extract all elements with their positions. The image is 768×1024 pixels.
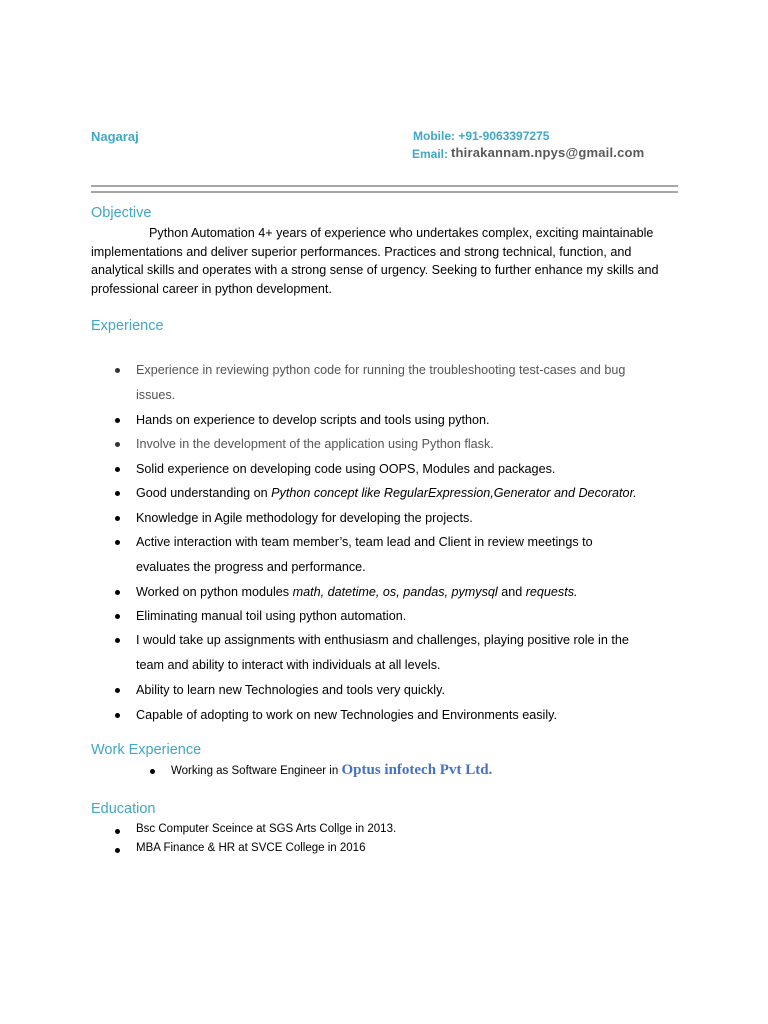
experience-item: [136, 703, 681, 728]
experience-item-text: I would take up assignments with enthusiasm and challenges, playing positive role in the: [136, 633, 629, 647]
bullet-icon: [115, 540, 120, 545]
objective-paragraph: Python Automation 4+ years of experience who undertakes complex, exciting maintainable implementations and deliver superior performances. Practices and strong technical, function, and analytical skills and operates with a strong sense of urgency. Seeking to further enhance my skills and professional career in python development.: [91, 226, 659, 296]
bullet-icon: [115, 467, 120, 472]
experience-item: [136, 580, 681, 605]
experience-item-emphasis: requests.: [525, 585, 578, 599]
candidate-name: Nagaraj: [91, 129, 139, 144]
experience-item-text: Active interaction with team member’s, team lead and Client in review meetings to: [136, 535, 593, 549]
experience-item: [136, 530, 681, 579]
education-item-text: MBA Finance & HR at SVCE College in 2016: [136, 842, 366, 854]
experience-item-text: Worked on python modules: [136, 585, 293, 599]
experience-item-text: and: [497, 585, 526, 599]
experience-item-text: Ability to learn new Technologies and tools very quickly.: [136, 683, 445, 697]
company-name: Optus infotech Pvt Ltd.: [341, 762, 493, 778]
work-experience-text: Working as Software Engineer in: [171, 765, 342, 777]
mobile-number: Mobile: +91-9063397275: [413, 129, 550, 143]
objective-heading: Objective: [91, 205, 152, 221]
work-experience-item: [171, 762, 492, 779]
experience-item-text: Solid experience on developing code using OOPS, Modules and packages.: [136, 462, 556, 476]
experience-item-text: Knowledge in Agile methodology for developing the projects.: [136, 511, 473, 525]
experience-item-text: Involve in the development of the application using Python flask.: [136, 437, 494, 451]
bullet-icon: [115, 516, 120, 521]
education-item: [136, 842, 365, 854]
bullet-icon: [115, 848, 120, 853]
header-divider-bottom: [91, 191, 678, 193]
experience-item-text: Eliminating manual toil using python automation.: [136, 609, 407, 623]
experience-item-emphasis: math, datetime, os, pandas, pymysql: [292, 585, 498, 599]
bullet-icon: [115, 368, 120, 373]
bullet-icon: [115, 713, 120, 718]
bullet-icon: [115, 590, 120, 595]
experience-item-text: Capable of adopting to work on new Technologies and Environments easily.: [136, 708, 557, 722]
education-heading: Education: [91, 801, 156, 817]
experience-item-text: Experience in reviewing python code for running the troubleshooting test-cases and bug: [136, 363, 626, 377]
experience-item: [136, 481, 681, 506]
email-address: thirakannam.npys@gmail.com: [451, 145, 645, 160]
experience-item: [136, 358, 681, 407]
bullet-icon: [115, 418, 120, 423]
experience-item: [136, 628, 681, 677]
experience-item-text: team and ability to interact with individuals at all levels.: [136, 657, 441, 672]
experience-item-text: Hands on experience to develop scripts and tools using python.: [136, 413, 490, 427]
experience-item-emphasis: Python concept like RegularExpression,Generator and Decorator.: [271, 486, 637, 500]
experience-item: [136, 408, 681, 433]
experience-item: [136, 432, 681, 457]
bullet-icon: [115, 442, 120, 447]
experience-item: [136, 604, 681, 629]
work-experience-heading: Work Experience: [91, 742, 202, 758]
header-divider-top: [91, 185, 678, 187]
experience-item-text: Good understanding on: [136, 486, 272, 500]
experience-heading: Experience: [91, 318, 164, 334]
bullet-icon: [150, 769, 155, 774]
bullet-icon: [115, 688, 120, 693]
education-item: [136, 823, 396, 835]
experience-item: [136, 678, 681, 703]
bullet-icon: [115, 829, 120, 834]
email-label: Email:: [412, 147, 449, 161]
bullet-icon: [115, 614, 120, 619]
experience-item: [136, 457, 681, 482]
experience-item-text: issues.: [136, 387, 176, 402]
bullet-icon: [115, 491, 120, 496]
education-item-text: Bsc Computer Sceince at SGS Arts Collge in 2013.: [136, 823, 397, 835]
bullet-icon: [115, 638, 120, 643]
experience-item-text: evaluates the progress and performance.: [136, 559, 366, 574]
experience-item: [136, 506, 681, 531]
objective-text: [91, 224, 681, 298]
